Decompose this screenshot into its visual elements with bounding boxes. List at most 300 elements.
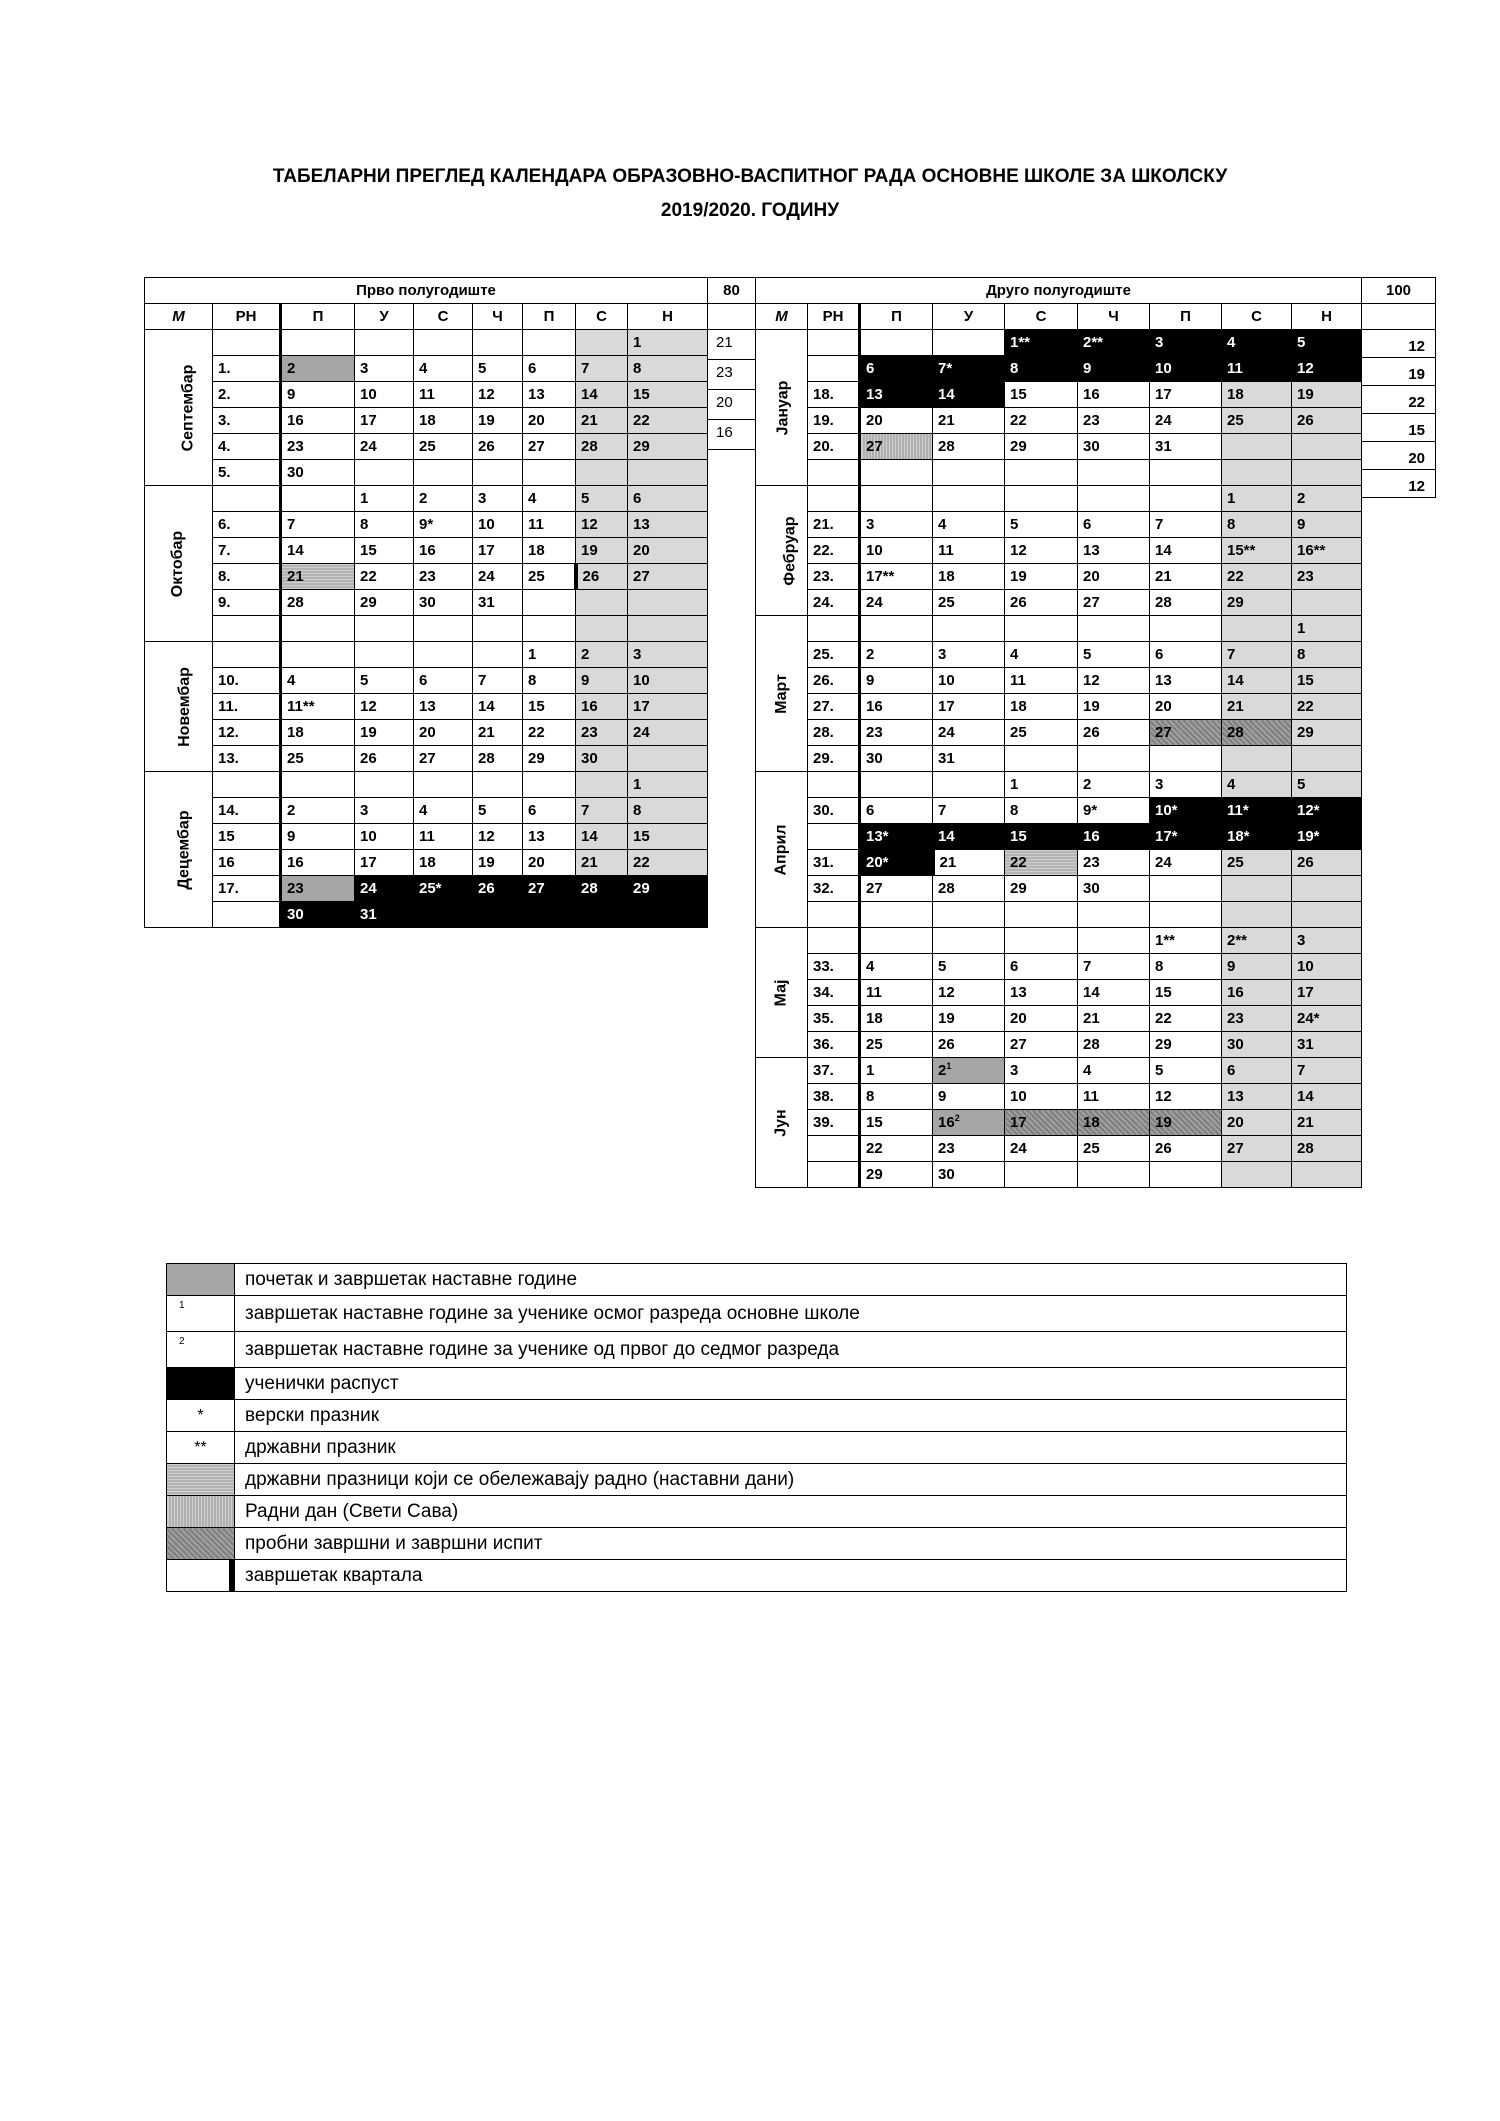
day-cell: 13	[414, 694, 473, 720]
day-cell	[1150, 486, 1222, 512]
day-cell: 29	[860, 1162, 933, 1188]
day-cell: 22	[628, 408, 708, 434]
day-cell: 23	[1222, 1006, 1292, 1032]
legend-row	[167, 1464, 1347, 1496]
week-number: 12.	[213, 720, 281, 746]
week-number	[808, 772, 860, 798]
first-column-header: М	[145, 304, 213, 330]
day-cell: 25	[1222, 850, 1292, 876]
day-cell: 4	[523, 486, 576, 512]
legend-text: пробни завршни и завршни испит	[235, 1528, 1347, 1560]
day-cell: 19	[473, 408, 523, 434]
day-cell: 1	[1292, 616, 1362, 642]
day-cell: 20	[1222, 1110, 1292, 1136]
day-cell: 7	[473, 668, 523, 694]
week-number	[808, 928, 860, 954]
second-semester-total: 100	[1362, 278, 1436, 304]
legend-swatch: 1	[167, 1296, 235, 1332]
day-cell: 25	[1078, 1136, 1150, 1162]
day-cell: 10	[1292, 954, 1362, 980]
table-row	[145, 746, 708, 772]
day-cell	[1292, 434, 1362, 460]
day-cell	[860, 902, 933, 928]
first-column-header: РН	[213, 304, 281, 330]
day-cell: 16	[1222, 980, 1292, 1006]
table-row	[756, 538, 1362, 564]
day-cell: 21	[933, 408, 1005, 434]
day-cell: 26	[1292, 850, 1362, 876]
day-cell: 2**	[1222, 928, 1292, 954]
table-row	[756, 772, 1362, 798]
title-line-1: ТАБЕЛАРНИ ПРЕГЛЕД КАЛЕНДАРА ОБРАЗОВНО-ВАСПИТНОГ РАДА ОСНОВНЕ ШКОЛЕ ЗА ШКОЛСКУ	[272, 166, 1228, 187]
day-cell: 5	[1292, 772, 1362, 798]
day-cell: 23	[933, 1136, 1005, 1162]
day-cell: 5	[473, 356, 523, 382]
day-cell	[523, 616, 576, 642]
day-cell: 9	[1078, 356, 1150, 382]
table-row	[145, 876, 708, 902]
day-cell: 23	[576, 720, 628, 746]
week-number: 14.	[213, 798, 281, 824]
day-cell: 20	[414, 720, 473, 746]
month-total: 19	[1362, 358, 1436, 386]
day-cell: 14	[1078, 980, 1150, 1006]
day-cell: 23	[1078, 850, 1150, 876]
table-row	[756, 668, 1362, 694]
day-cell: 19	[576, 538, 628, 564]
day-cell: 15	[1150, 980, 1222, 1006]
day-cell: 9	[860, 668, 933, 694]
day-cell: 29	[1005, 434, 1078, 460]
first-semester-heading: Прво полугодиште	[145, 278, 708, 304]
day-cell	[1078, 928, 1150, 954]
table-row	[145, 330, 708, 356]
day-cell: 1	[628, 330, 708, 356]
day-cell: 27	[523, 434, 576, 460]
day-cell: 30	[1078, 876, 1150, 902]
table-row	[145, 356, 708, 382]
table-row	[756, 408, 1362, 434]
day-cell	[1292, 590, 1362, 616]
day-cell: 23	[281, 876, 355, 902]
day-cell	[1222, 746, 1292, 772]
day-cell	[576, 616, 628, 642]
week-number: 11.	[213, 694, 281, 720]
day-cell: 5	[473, 798, 523, 824]
day-cell	[355, 772, 414, 798]
day-cell: 12	[1005, 538, 1078, 564]
legend-text: завршетак квартала	[235, 1560, 1347, 1592]
day-cell	[1292, 902, 1362, 928]
day-cell	[523, 772, 576, 798]
day-cell: 5	[1005, 512, 1078, 538]
day-cell: 3	[1150, 772, 1222, 798]
day-cell	[473, 772, 523, 798]
day-cell: 5	[1292, 330, 1362, 356]
day-cell: 22	[860, 1136, 933, 1162]
day-cell: 3	[933, 642, 1005, 668]
day-cell: 6	[860, 356, 933, 382]
day-cell	[414, 902, 473, 928]
day-cell	[1078, 460, 1150, 486]
day-cell: 22	[1222, 564, 1292, 590]
table-row	[756, 460, 1362, 486]
table-row	[756, 720, 1362, 746]
day-cell: 21	[1222, 694, 1292, 720]
day-cell: 8	[1005, 356, 1078, 382]
day-cell: 27	[860, 876, 933, 902]
day-cell: 20	[523, 408, 576, 434]
legend-table	[166, 1263, 1347, 1592]
day-cell: 12	[1078, 668, 1150, 694]
month-name: Мај	[756, 928, 808, 1058]
week-number: 4.	[213, 434, 281, 460]
day-cell: 7	[576, 798, 628, 824]
day-cell: 2	[860, 642, 933, 668]
day-cell: 7	[1222, 642, 1292, 668]
day-cell: 7	[576, 356, 628, 382]
table-row	[145, 824, 708, 850]
day-cell: 14	[281, 538, 355, 564]
day-cell: 8	[1222, 512, 1292, 538]
day-cell: 17	[355, 408, 414, 434]
day-cell	[860, 460, 933, 486]
day-cell: 1	[355, 486, 414, 512]
day-cell: 30	[1078, 434, 1150, 460]
legend-row	[167, 1264, 1347, 1296]
day-cell: 31	[1292, 1032, 1362, 1058]
day-cell: 18	[281, 720, 355, 746]
table-row	[756, 928, 1362, 954]
day-cell: 5	[355, 668, 414, 694]
day-cell: 11**	[281, 694, 355, 720]
day-cell	[628, 902, 708, 928]
day-cell	[281, 330, 355, 356]
day-cell: 25	[1222, 408, 1292, 434]
week-number: 5.	[213, 460, 281, 486]
day-cell	[1222, 1162, 1292, 1188]
day-cell: 31	[933, 746, 1005, 772]
week-number: 36.	[808, 1032, 860, 1058]
second-column-header: П	[1150, 304, 1222, 330]
month-name: Децембар	[145, 772, 213, 928]
legend-swatch: 2	[167, 1332, 235, 1368]
day-cell: 18	[1005, 694, 1078, 720]
day-cell	[933, 902, 1005, 928]
day-cell: 28	[281, 590, 355, 616]
day-cell: 15	[1292, 668, 1362, 694]
day-cell	[473, 330, 523, 356]
month-total: 12	[1362, 470, 1436, 498]
day-cell: 6	[628, 486, 708, 512]
month-total: 20	[708, 390, 756, 420]
day-cell: 31	[355, 902, 414, 928]
day-cell: 7	[281, 512, 355, 538]
month-name: Октобар	[145, 486, 213, 642]
day-cell: 7	[1292, 1058, 1362, 1084]
day-cell: 8	[1292, 642, 1362, 668]
title-line-2: 2019/2020. ГОДИНУ	[660, 200, 840, 221]
day-cell: 18	[860, 1006, 933, 1032]
day-cell: 6	[523, 356, 576, 382]
day-cell	[1292, 876, 1362, 902]
day-cell: 25	[414, 434, 473, 460]
day-cell	[1005, 902, 1078, 928]
day-cell	[1222, 460, 1292, 486]
week-number	[213, 486, 281, 512]
legend-row	[167, 1368, 1347, 1400]
day-cell: 9*	[1078, 798, 1150, 824]
legend-row	[167, 1560, 1347, 1592]
day-cell: 2	[281, 798, 355, 824]
week-number: 10.	[213, 668, 281, 694]
day-cell: 29	[628, 876, 708, 902]
day-cell: 4	[281, 668, 355, 694]
day-cell: 3	[628, 642, 708, 668]
month-name: Новембар	[145, 642, 213, 772]
month-total: 15	[1362, 414, 1436, 442]
day-cell: 3	[860, 512, 933, 538]
second-column-header: С	[1222, 304, 1292, 330]
week-number: 1.	[213, 356, 281, 382]
day-cell: 27	[1222, 1136, 1292, 1162]
legend-row	[167, 1332, 1347, 1368]
table-row	[756, 876, 1362, 902]
first-column-header: П	[523, 304, 576, 330]
day-cell	[355, 460, 414, 486]
day-cell: 10	[933, 668, 1005, 694]
day-cell	[355, 616, 414, 642]
day-cell	[1078, 902, 1150, 928]
day-cell: 26	[1150, 1136, 1222, 1162]
week-number	[808, 460, 860, 486]
day-cell: 26	[576, 564, 628, 590]
week-number: 16	[213, 850, 281, 876]
week-number: 26.	[808, 668, 860, 694]
day-cell: 20	[1150, 694, 1222, 720]
day-cell: 20	[1078, 564, 1150, 590]
table-row	[756, 356, 1362, 382]
legend-swatch	[167, 1464, 235, 1496]
day-cell: 26	[473, 434, 523, 460]
day-cell: 1	[1005, 772, 1078, 798]
day-cell: 21	[281, 564, 355, 590]
day-cell: 24	[473, 564, 523, 590]
day-cell: 13	[523, 382, 576, 408]
day-cell	[860, 772, 933, 798]
day-cell: 9	[281, 824, 355, 850]
legend-text: државни празници који се обележавају радно (наставни дани)	[235, 1464, 1347, 1496]
day-cell: 14	[576, 824, 628, 850]
day-cell: 2	[1292, 486, 1362, 512]
first-column-header: Н	[628, 304, 708, 330]
day-cell: 16	[414, 538, 473, 564]
day-cell: 15**	[1222, 538, 1292, 564]
day-cell: 10	[860, 538, 933, 564]
table-row	[756, 590, 1362, 616]
day-cell: 26	[1005, 590, 1078, 616]
day-cell: 13	[860, 382, 933, 408]
day-cell: 12	[576, 512, 628, 538]
week-number	[808, 824, 860, 850]
legend-swatch	[167, 1528, 235, 1560]
day-cell: 20*	[860, 850, 933, 876]
day-cell	[523, 460, 576, 486]
day-cell	[628, 746, 708, 772]
day-cell: 12	[355, 694, 414, 720]
second-column-header: П	[860, 304, 933, 330]
day-cell: 28	[1078, 1032, 1150, 1058]
week-number: 24.	[808, 590, 860, 616]
day-cell: 17	[1005, 1110, 1078, 1136]
day-cell: 19	[933, 1006, 1005, 1032]
day-cell	[414, 460, 473, 486]
day-cell: 28	[576, 434, 628, 460]
day-cell: 4	[1222, 772, 1292, 798]
day-cell: 6	[1005, 954, 1078, 980]
day-cell: 18	[933, 564, 1005, 590]
day-cell	[576, 330, 628, 356]
day-cell: 17	[355, 850, 414, 876]
day-cell: 13	[628, 512, 708, 538]
second-column-header: Ч	[1078, 304, 1150, 330]
day-cell	[933, 330, 1005, 356]
day-cell: 30	[860, 746, 933, 772]
day-cell: 18*	[1222, 824, 1292, 850]
week-number: 32.	[808, 876, 860, 902]
day-cell: 7	[1078, 954, 1150, 980]
day-cell: 3	[1005, 1058, 1078, 1084]
day-cell	[355, 330, 414, 356]
day-cell: 1	[1222, 486, 1292, 512]
day-cell: 5	[1150, 1058, 1222, 1084]
week-number: 9.	[213, 590, 281, 616]
first-column-header: У	[355, 304, 414, 330]
week-number: 8.	[213, 564, 281, 590]
week-number	[213, 330, 281, 356]
day-cell: 9*	[414, 512, 473, 538]
day-cell: 9	[281, 382, 355, 408]
day-cell: 29	[1150, 1032, 1222, 1058]
day-cell: 27	[414, 746, 473, 772]
day-cell: 22	[1005, 408, 1078, 434]
table-row	[145, 668, 708, 694]
day-cell: 10	[1150, 356, 1222, 382]
day-cell: 16**	[1292, 538, 1362, 564]
legend-text: завршетак наставне године за ученике осмог разреда основне школе	[235, 1296, 1347, 1332]
day-cell: 10*	[1150, 798, 1222, 824]
table-row	[756, 902, 1362, 928]
table-row	[756, 746, 1362, 772]
day-cell: 1	[523, 642, 576, 668]
week-number: 19.	[808, 408, 860, 434]
day-cell: 11	[860, 980, 933, 1006]
day-cell: 27	[628, 564, 708, 590]
week-number: 35.	[808, 1006, 860, 1032]
table-row	[756, 616, 1362, 642]
day-cell	[1005, 616, 1078, 642]
month-name: Јун	[756, 1058, 808, 1188]
day-cell: 6	[1078, 512, 1150, 538]
day-cell	[414, 616, 473, 642]
month-name: Фебруар	[756, 486, 808, 616]
day-cell: 29	[523, 746, 576, 772]
day-cell: 27	[860, 434, 933, 460]
day-cell: 6	[1222, 1058, 1292, 1084]
day-cell: 16	[281, 850, 355, 876]
legend-text: ученички распуст	[235, 1368, 1347, 1400]
table-row	[145, 512, 708, 538]
day-cell	[1005, 1162, 1078, 1188]
day-cell: 8	[860, 1084, 933, 1110]
week-number	[213, 772, 281, 798]
day-cell: 20	[1005, 1006, 1078, 1032]
day-cell: 22	[1005, 850, 1078, 876]
week-number: 37.	[808, 1058, 860, 1084]
day-cell: 4	[414, 356, 473, 382]
day-cell: 15	[628, 382, 708, 408]
day-cell: 7	[1150, 512, 1222, 538]
day-cell	[355, 642, 414, 668]
day-cell: 20	[523, 850, 576, 876]
day-cell: 30	[1222, 1032, 1292, 1058]
second-semester-heading: Друго полугодиште	[756, 278, 1362, 304]
day-cell: 6	[523, 798, 576, 824]
day-cell: 28	[1222, 720, 1292, 746]
day-cell: 29	[355, 590, 414, 616]
day-cell: 15	[628, 824, 708, 850]
week-number: 27.	[808, 694, 860, 720]
day-cell	[628, 616, 708, 642]
day-cell: 23	[1292, 564, 1362, 590]
table-row	[145, 382, 708, 408]
month-total: 20	[1362, 442, 1436, 470]
day-cell	[576, 460, 628, 486]
table-row	[756, 1006, 1362, 1032]
day-cell: 2**	[1078, 330, 1150, 356]
day-cell	[933, 460, 1005, 486]
table-row	[145, 590, 708, 616]
day-cell: 8	[523, 668, 576, 694]
day-cell: 30	[414, 590, 473, 616]
week-number: 29.	[808, 746, 860, 772]
day-cell: 30	[933, 1162, 1005, 1188]
day-cell: 25*	[414, 876, 473, 902]
day-cell: 24	[628, 720, 708, 746]
week-number	[808, 902, 860, 928]
day-cell	[576, 902, 628, 928]
day-cell: 24	[355, 876, 414, 902]
day-cell: 20	[860, 408, 933, 434]
week-number: 2.	[213, 382, 281, 408]
day-cell	[628, 590, 708, 616]
week-number: 17.	[213, 876, 281, 902]
week-number	[213, 616, 281, 642]
day-cell: 4	[860, 954, 933, 980]
table-row	[145, 538, 708, 564]
day-cell: 14	[1292, 1084, 1362, 1110]
table-row	[756, 642, 1362, 668]
day-cell: 17	[1150, 382, 1222, 408]
table-row	[145, 434, 708, 460]
day-cell: 29	[1222, 590, 1292, 616]
day-cell	[1222, 902, 1292, 928]
day-cell: 19	[1150, 1110, 1222, 1136]
month-total: 22	[1362, 386, 1436, 414]
day-cell: 27	[1150, 720, 1222, 746]
day-cell: 4	[414, 798, 473, 824]
day-cell: 12	[473, 382, 523, 408]
